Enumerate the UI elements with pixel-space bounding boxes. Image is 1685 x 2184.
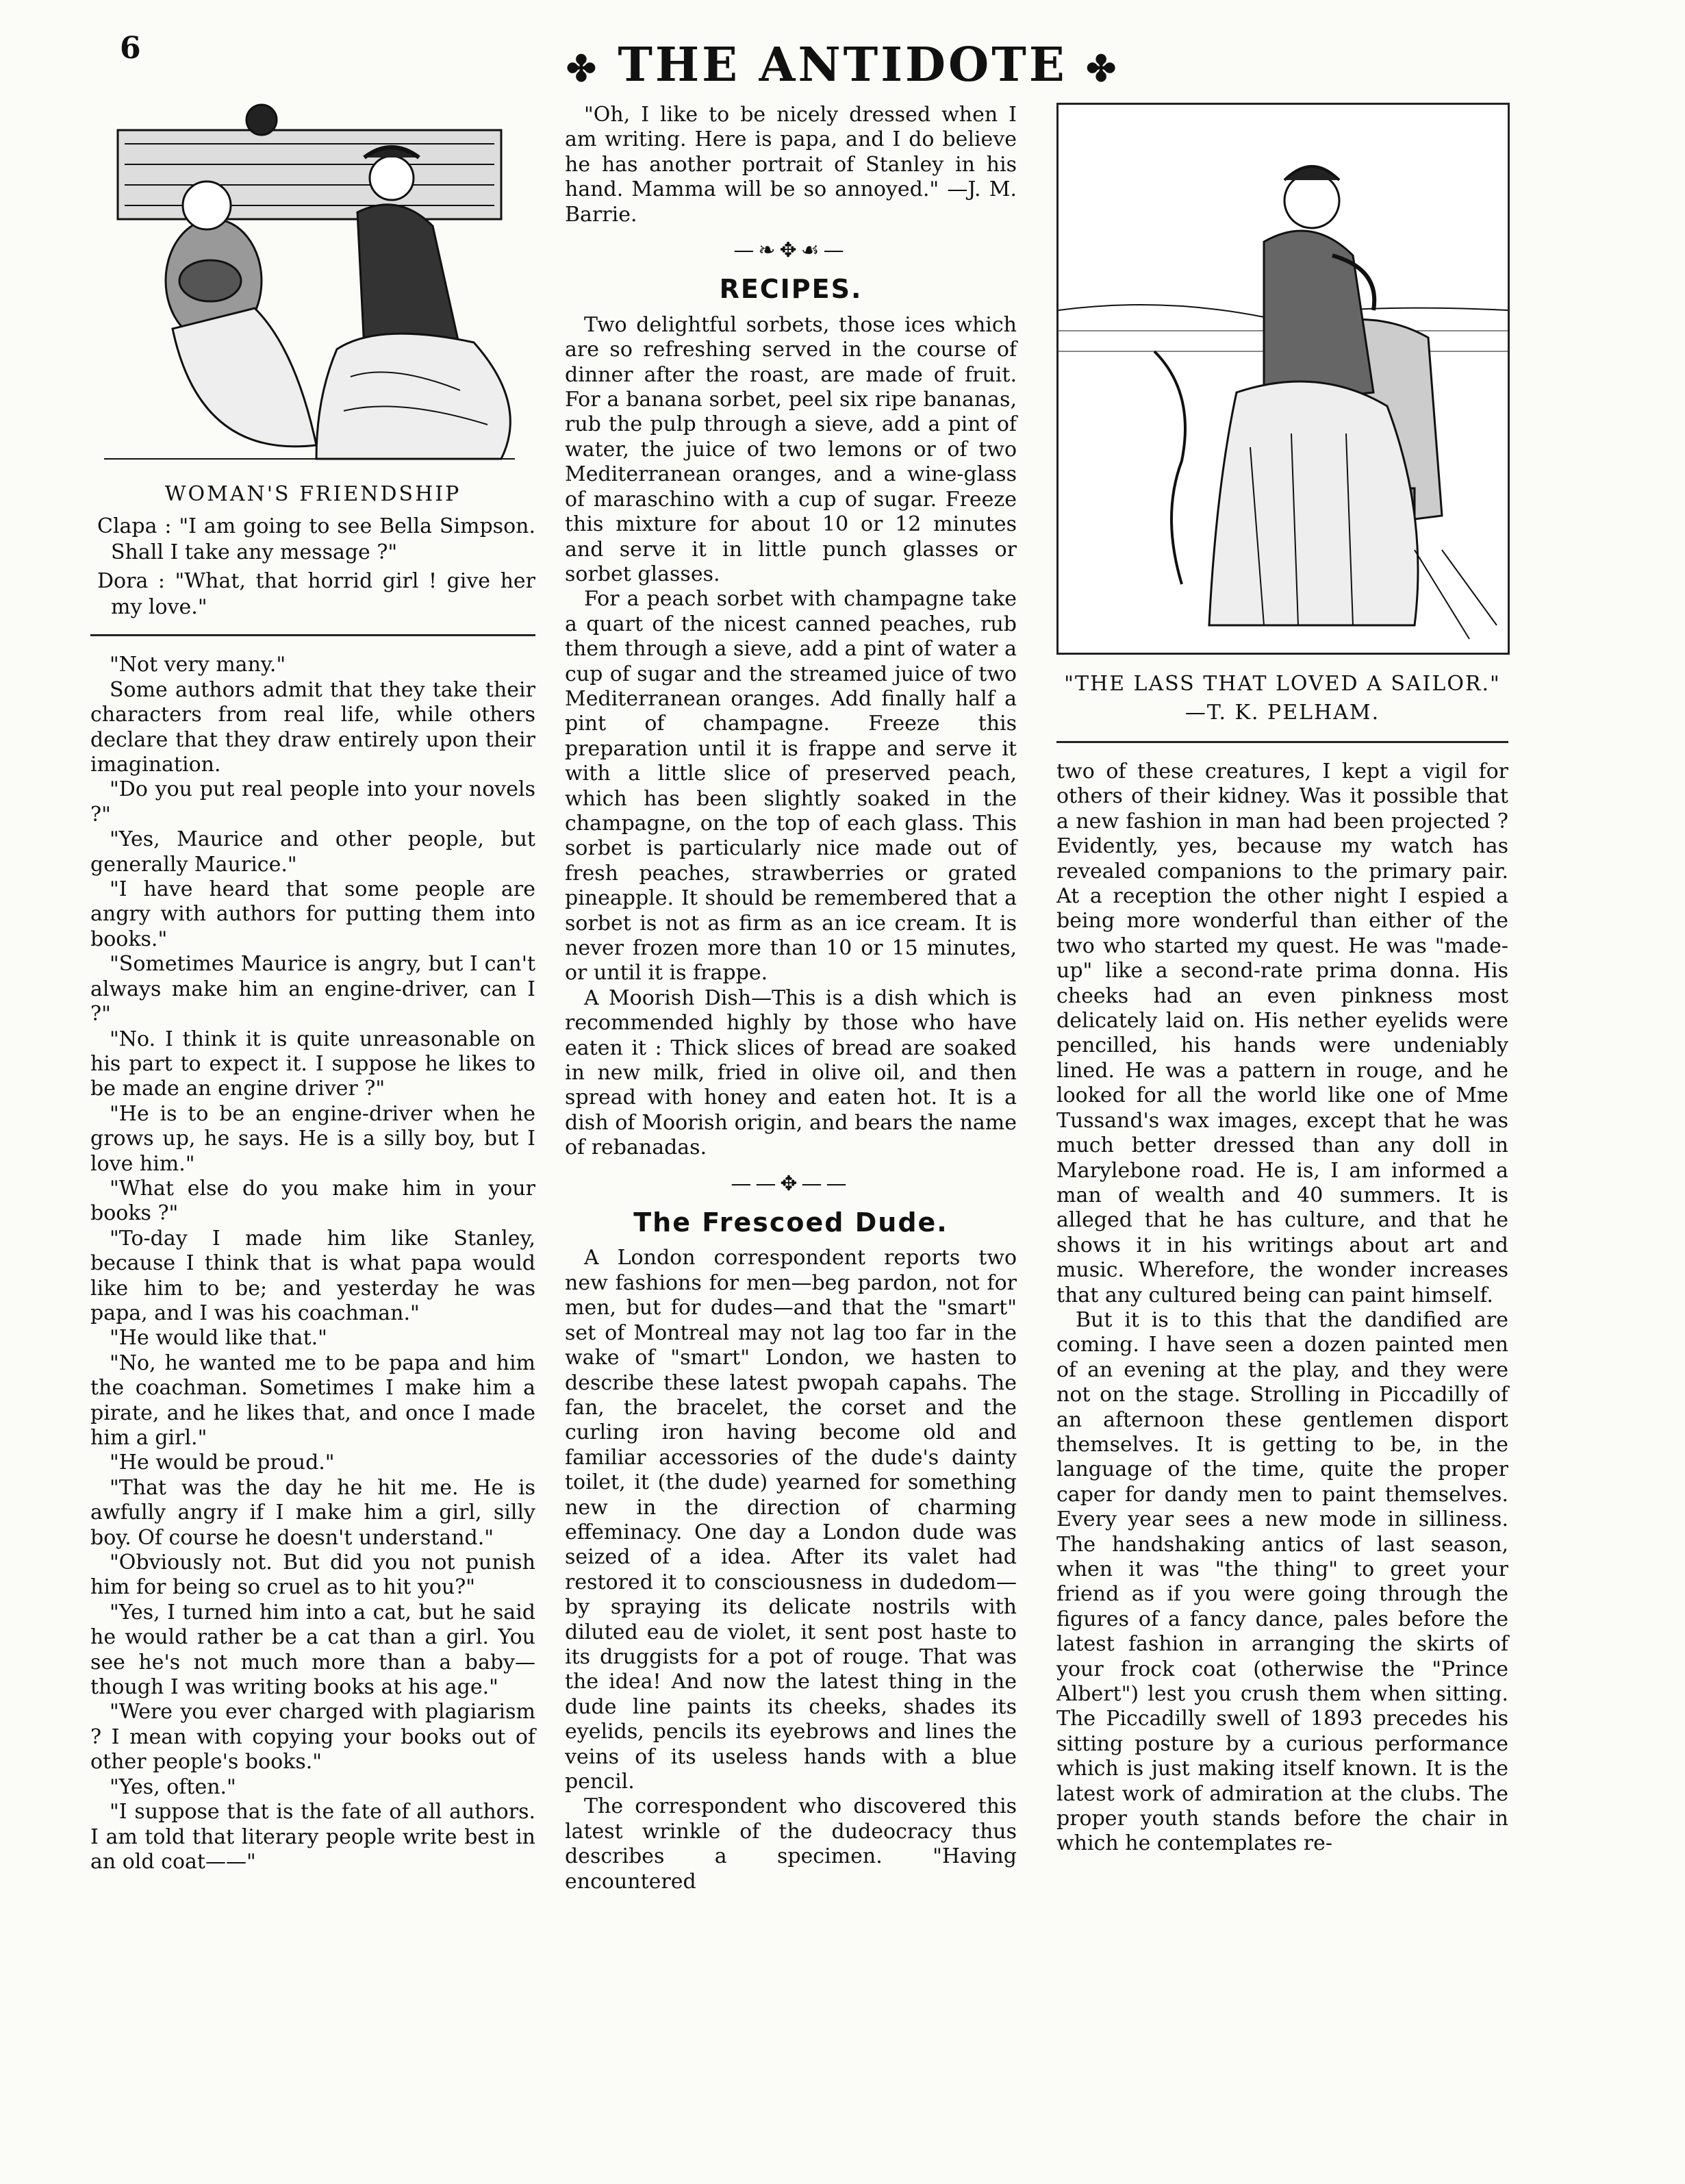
recipes-paragraph: Two delightful sorbets, those ices which are so refreshing served in the course of dinner after the roast, are made of fruit. For a banana sorbet, peel six ripe bananas, rub the pulp through a sieve, add a pint of water, the juice of two lemons or of two Mediterranean oranges, and a wine-glass of maraschino with a cup of sugar. Freeze this mixture for about 10 or 12 minutes and serve it in little punch glasses or sorbet glasses.: [565, 312, 1017, 586]
dude-continued-paragraph: But it is to this that the dandified are coming. I have seen a dozen painted men of an evening at the play, and they were not on the stage. Strolling in Piccadilly of an afternoon these gentlemen disport themselves. It is getting to be, in the language of the time, quite the proper caper for dandy men to paint themselves. Every year sees a new mode in silliness. The handshaking antics of last season, when it was "the thing" to greet your friend as if you were going through the figures of a fancy dance, pales before the latest fashion in arranging the skirts of your frock coat (otherwise the "Prince Albert") lest you crush them when sitting. The Piccadilly swell of 1893 precedes his sitting posture by a curious performance which is just making itself known. It is the latest work of admiration at the clubs. The proper youth stands before the chair in which he contemplates re-: [1056, 1307, 1508, 1856]
section-flourish: —❧✥☙—: [733, 238, 848, 263]
paragraph: "He is to be an engine-driver when he grows up, he says. He is a silly boy, but I love him.": [90, 1101, 535, 1176]
section-flourish: ——✥——: [731, 1171, 851, 1196]
paragraph: Some authors admit that they take their characters from real life, while others declare that they draw entirely upon their imagination.: [90, 677, 535, 777]
column-rule: [90, 634, 535, 636]
paragraph: "I have heard that some people are angry with authors for putting them into books.": [90, 877, 535, 951]
dude-continued-paragraph: two of these creatures, I kept a vigil for others of their kidney. Was it possible that a new fashion in man had been projected ? Evidently, yes, because my watch has revealed companions to the primary pair. At a reception the other night I espied a being more wonderful than either of the two who started my quest. He was "made-up" like a second-rate prima donna. His cheeks had an even pinkness most delicately laid on. His nether eyelids were pencilled, his hands were undeniably lined. He was a pattern in rouge, and he looked for all the world like one of Mme Tussand's wax images, except that he was much better dressed than any doll in Marylebone road. He is, I am informed a man of wealth and 40 summers. It is alleged that he has culture, and that he shows it in his writings about art and music. Wherefore, the wonder increases that any cultured being can paint himself.: [1056, 760, 1508, 1307]
dude-paragraph: The correspondent who discovered this latest wrinkle of the dudeocracy thus describes a specimen. "Having encountered: [565, 1794, 1017, 1894]
paragraph: "Obviously not. But did you not punish him for being so cruel as to hit you?": [90, 1551, 535, 1600]
paragraph: "That was the day he hit me. He is awfully angry if I make him a girl, silly boy. Of course he doesn't understand.": [90, 1475, 535, 1550]
paragraph: "He would like that.": [110, 1326, 327, 1351]
dude-heading: The Frescoed Dude.: [633, 1207, 948, 1238]
column-rule: [1056, 741, 1508, 743]
paragraph: "Not very many.": [110, 653, 286, 677]
paragraph: "Do you put real people into your novels ?": [90, 777, 535, 827]
lass-sailor-illustration: [1056, 103, 1510, 655]
barrie-excerpt-end: "Oh, I like to be nicely dressed when I am writing. Here is papa, and I do believe he has another portrait of Stanley in his hand. Mamma will be so annoyed." —J. M. Barrie.: [565, 103, 1017, 227]
paragraph: "He would be proud.": [110, 1451, 335, 1475]
recipes-paragraph: For a peach sorbet with champagne take a quart of the nicest canned peaches, rub them through a sieve, add a pint of water a cup of sugar and the streamed juice of two Mediterranean oranges. Add finally half a pint of champagne. Freeze this preparation until it is frappe and serve it with a little slice of preserved peach, which has been slightly soaked in the champagne, on the top of each glass. This sorbet is particularly nice made out of fresh peaches, strawberries or grated pineapple. It should be remembered that a sorbet is not as firm as an ice cream. It is never frozen more than 10 or 15 minutes, or until it is frappe.: [565, 587, 1017, 986]
illustration-2-caption: [1056, 670, 1508, 727]
masthead-ornament-right: ✤: [1086, 48, 1119, 90]
paragraph: "I suppose that is the fate of all authors. I am told that literary people write best in an old coat——": [90, 1800, 535, 1874]
column-3: [1056, 103, 1508, 1857]
paragraph: "Yes, I turned him into a cat, but he said he would rather be a cat than a girl. You see he's not much more than a baby—though I was writing books at his age.": [90, 1600, 535, 1700]
masthead-title: THE ANTIDOTE: [618, 38, 1067, 92]
paragraph: "Sometimes Maurice is angry, but I can't always make him an engine-driver, can I ?": [90, 952, 535, 1027]
masthead: [0, 38, 1685, 92]
paragraph: "To-day I made him like Stanley, because I think that is what papa would like him to be; and yesterday he was papa, and I was his coachman.": [90, 1226, 535, 1325]
illustration-2-credit: —T. K. PELHAM.: [1184, 701, 1380, 725]
column-2: [565, 103, 1017, 1894]
paragraph: "No, he wanted me to be papa and him the coachman. Sometimes I make him a pirate, and he likes that, and once I made him a girl.": [90, 1351, 535, 1450]
paragraph: "Yes, Maurice and other people, but generally Maurice.": [90, 827, 535, 877]
illustration-2-title: "THE LASS THAT LOVED A SAILOR.": [1064, 672, 1501, 696]
illustration-1-line-2: Dora : "What, that horrid girl ! give her my love.": [97, 569, 535, 620]
paragraph: "Were you ever charged with plagiarism ? I mean with copying your books out of other people's books.": [90, 1700, 535, 1774]
masthead-ornament-left: ✤: [566, 48, 599, 90]
recipes-heading: RECIPES.: [719, 274, 863, 305]
dude-paragraph: A London correspondent reports two new fashions for men—beg pardon, not for men, but for dudes—and that the "smart" set of Montreal may not lag too far in the wake of "smart" London, we hasten to describe these latest pwopah capahs. The fan, the bracelet, the corset and the curling iron having become old and familiar accessories of the dude's dainty toilet, it (the dude) yearned for something new in the direction of charming effeminacy. One day a London dude was seized of a idea. After its valet had restored it to consciousness in dudedom—by spraying its delicate nostrils with diluted eau de violet, it sent post haste to its druggists for a pot of rouge. That was the idea! And now the latest thing in the dude line paints its cheeks, shades its eyelids, pencils its eyebrows and lines the veins of its useless hands with a blue pencil.: [565, 1246, 1017, 1794]
recipes-paragraph: A Moorish Dish—This is a dish which is recommended highly by those who have eaten it : Thick slices of bread are soaked in new milk, fried in olive oil, and then spread with honey and eaten hot. It is a dish of Moorish origin, and bears the name of rebanadas.: [565, 986, 1017, 1160]
womans-friendship-illustration: [90, 103, 529, 473]
paragraph: "No. I think it is quite unreasonable on his part to expect it. I suppose he likes to be made an engine driver ?": [90, 1027, 535, 1101]
illustration-1-title: WOMAN'S FRIENDSHIP: [164, 482, 461, 506]
paragraph: "What else do you make him in your books ?": [90, 1176, 535, 1226]
illustration-1-line-1: Clapa : "I am going to see Bella Simpson. Shall I take any message ?": [97, 514, 535, 565]
column-1: [90, 103, 535, 1874]
paragraph: "Yes, often.": [110, 1774, 236, 1799]
page-number: 6: [120, 31, 141, 66]
